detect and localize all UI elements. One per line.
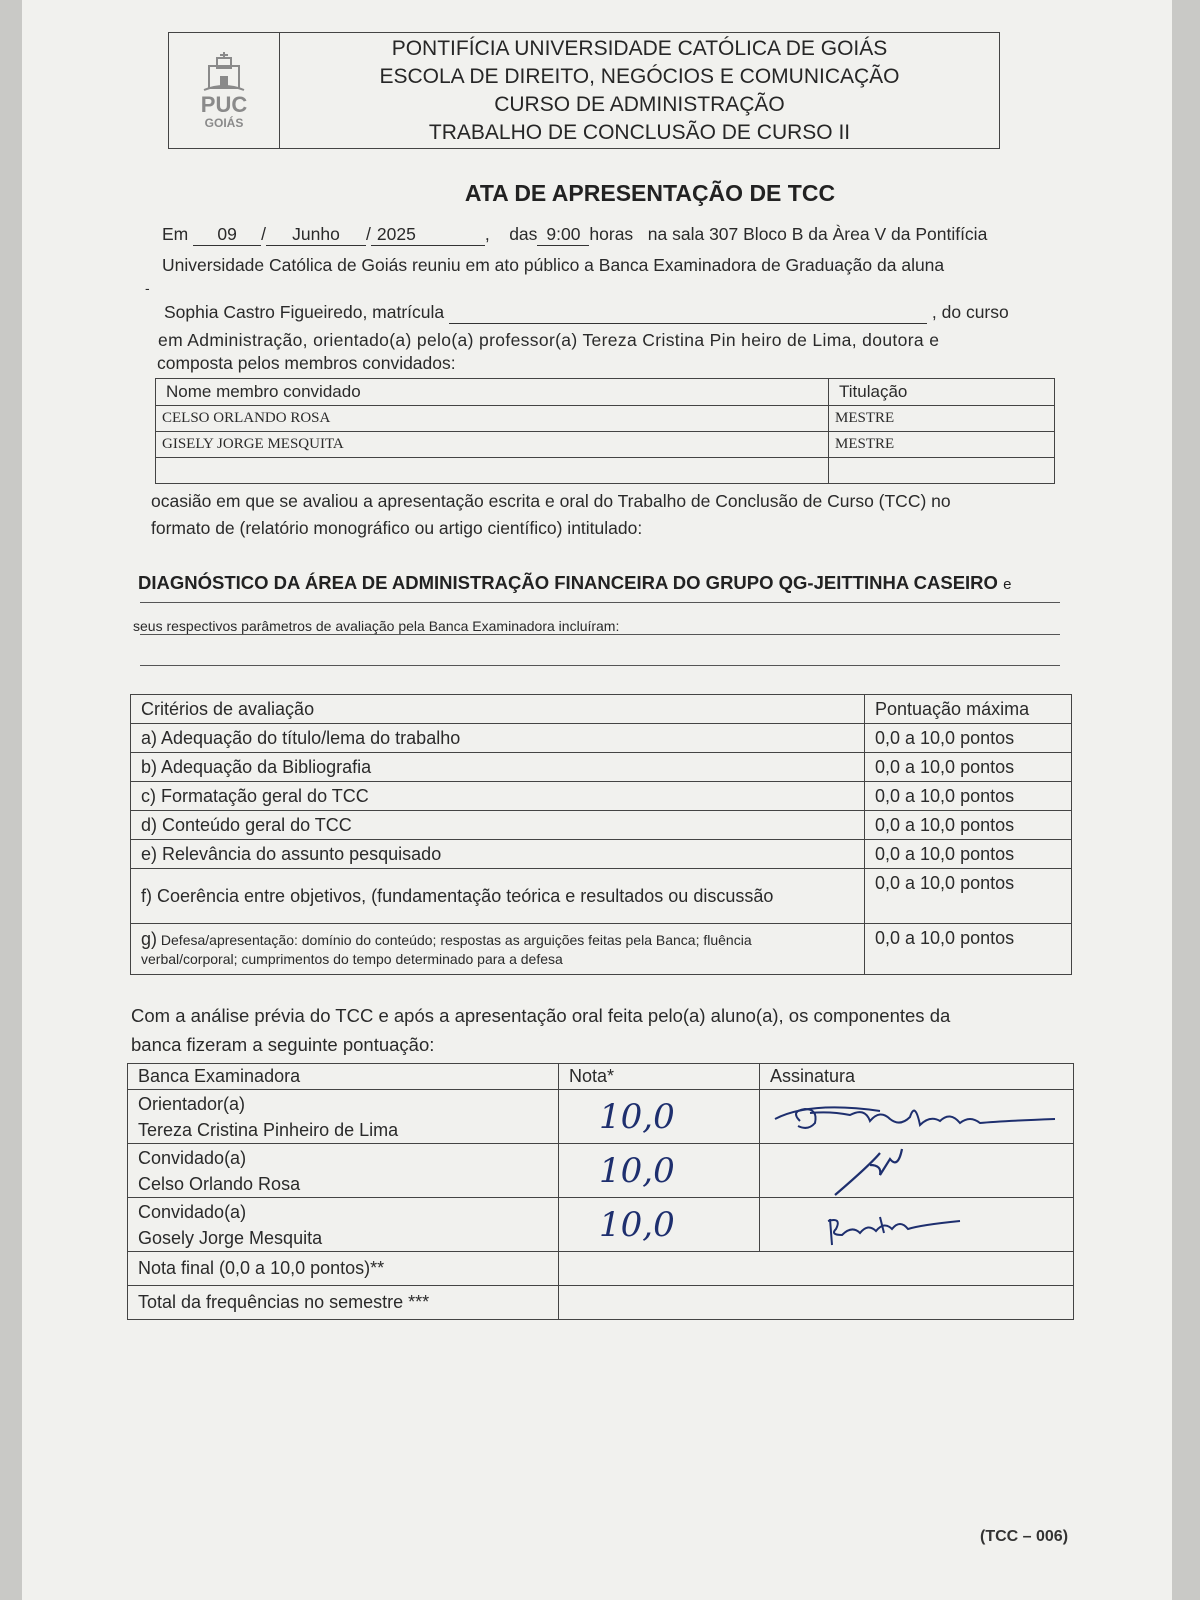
criterion-range: 0,0 a 10,0 pontos xyxy=(865,753,1072,782)
day-field: 09 xyxy=(193,224,261,246)
examiner-cell xyxy=(128,1198,559,1252)
examiner-name: Tereza Cristina Pinheiro de Lima xyxy=(138,1119,399,1140)
table-row xyxy=(156,406,1055,432)
col-header-max: Pontuação máxima xyxy=(865,695,1072,724)
criterion-range: 0,0 a 10,0 pontos xyxy=(865,840,1072,869)
criterion-label: d) Conteúdo geral do TCC xyxy=(131,811,865,840)
member-title: MESTRE xyxy=(829,406,1055,432)
criterion-label: a) Adequação do título/lema do trabalho xyxy=(131,724,865,753)
intro-rest: na sala 307 Bloco B da Àrea V da Pontifícia xyxy=(647,224,988,244)
intro-das: das xyxy=(509,224,538,244)
tcc-title-suffix: e xyxy=(1003,576,1012,593)
table-row xyxy=(128,1144,1074,1198)
tcc-title-text: DIAGNÓSTICO DA ÁREA DE ADMINISTRAÇÃO FINANCEIRA DO GRUPO QG-JEITTINHA CASEIRO xyxy=(138,572,998,593)
final-grade-label: Nota final (0,0 a 10,0 pontos)** xyxy=(128,1252,559,1286)
intro-horas: horas xyxy=(589,224,634,244)
grade-value: 10,0 xyxy=(559,1144,760,1198)
member-name: CELSO ORLANDO ROSA xyxy=(156,406,829,432)
month-field: Junho xyxy=(266,224,366,246)
scores-table xyxy=(127,1063,1074,1320)
table-row xyxy=(156,432,1055,458)
table-row xyxy=(128,1252,1074,1286)
intro-line-1: Em 09 / Junho / 2025 , das 9:00 horas na sala 307 Bloco B da Àrea V da Pontifícia xyxy=(162,224,988,244)
header-text xyxy=(280,33,999,148)
criterion-label: e) Relevância do assunto pesquisado xyxy=(131,840,865,869)
header-box xyxy=(168,32,1000,149)
members-table xyxy=(155,378,1055,484)
table-row xyxy=(131,753,1072,782)
examiner-name: Celso Orlando Rosa xyxy=(138,1173,301,1194)
header-line-school: ESCOLA DE DIREITO, NEGÓCIOS E COMUNICAÇÃO xyxy=(379,64,900,88)
logo-text: PUC xyxy=(200,91,248,117)
signature-icon xyxy=(770,1091,1060,1143)
crest-icon xyxy=(199,52,249,94)
table-row xyxy=(131,869,1072,924)
form-code: (TCC – 006) xyxy=(980,1528,1069,1545)
intro-line-2: Universidade Católica de Goiás reuniu em ato público a Banca Examinadora de Graduação da aluna xyxy=(162,255,945,275)
member-name xyxy=(156,458,829,484)
criterion-label: b) Adequação da Bibliografia xyxy=(131,753,865,782)
examiner-role: Convidado(a) xyxy=(138,1147,247,1168)
criterion-g-prefix: g) xyxy=(141,928,158,949)
frequency-value xyxy=(559,1286,1074,1320)
criterion-label: f) Coerência entre objetivos, (fundamentação teórica e resultados ou discussão xyxy=(131,869,865,924)
hour-field: 9:00 xyxy=(537,224,589,246)
intro-line-3 xyxy=(164,302,1009,324)
header-line-university: PONTIFÍCIA UNIVERSIDADE CATÓLICA DE GOIÁS xyxy=(391,36,888,60)
table-row xyxy=(128,1090,1074,1144)
criterion-range: 0,0 a 10,0 pontos xyxy=(865,782,1072,811)
criterion-range: 0,0 a 10,0 pontos xyxy=(865,869,1072,924)
examiner-role: Convidado(a) xyxy=(138,1201,247,1222)
divider xyxy=(140,665,1060,666)
logo-subtext: GOIÁS xyxy=(204,115,244,130)
examiner-name: Gosely Jorge Mesquita xyxy=(138,1227,323,1248)
grade-value: 10,0 xyxy=(559,1090,760,1144)
table-row xyxy=(131,840,1072,869)
table-header-row xyxy=(131,695,1072,724)
col-header-banca: Banca Examinadora xyxy=(128,1064,559,1090)
table-row xyxy=(131,924,1072,975)
intro-do-curso: , do curso xyxy=(931,302,1009,322)
params-line: seus respectivos parâmetros de avaliação pela Banca Examinadora incluíram: xyxy=(133,618,620,634)
table-row xyxy=(156,458,1055,484)
divider xyxy=(140,634,1060,635)
criteria-table xyxy=(130,694,1072,975)
examiner-role: Orientador(a) xyxy=(138,1093,246,1114)
document-title: ATA DE APRESENTAÇÃO DE TCC xyxy=(464,180,836,206)
criterion-g-text: Defesa/apresentação: domínio do conteúdo; respostas as arguições feitas pela Banca; fluência verbal/corporal; cumprimentos do tempo determinado para a defesa xyxy=(141,931,752,967)
final-grade-value xyxy=(559,1252,1074,1286)
occasion-line-1: ocasião em que se avaliou a apresentação escrita e oral do Trabalho de Conclusão de Curso (TCC) no xyxy=(151,491,951,511)
member-name: GISELY JORGE MESQUITA xyxy=(156,432,829,458)
table-header-row xyxy=(156,379,1055,406)
margin-dash: - xyxy=(145,280,150,296)
table-header-row xyxy=(128,1064,1074,1090)
grade-value: 10,0 xyxy=(559,1198,760,1252)
signature-cell xyxy=(760,1090,1074,1144)
matricula-field xyxy=(449,302,927,324)
signature-cell xyxy=(760,1144,1074,1198)
intro-line-5: composta pelos membros convidados: xyxy=(157,353,456,373)
table-row xyxy=(131,811,1072,840)
intro-line-4: em Administração, orientado(a) pelo(a) professor(a) Tereza Cristina Pin heiro de Lima, doutora e xyxy=(158,330,940,350)
col-header-nota: Nota* xyxy=(559,1064,760,1090)
col-header-titulacao: Titulação xyxy=(829,379,1055,406)
col-header-criteria: Critérios de avaliação xyxy=(131,695,865,724)
criterion-range: 0,0 a 10,0 pontos xyxy=(865,924,1072,975)
university-logo xyxy=(169,33,280,148)
signature-icon xyxy=(770,1199,1060,1251)
criterion-label xyxy=(131,924,865,975)
table-row xyxy=(128,1198,1074,1252)
analysis-line-1: Com a análise prévia do TCC e após a apresentação oral feita pelo(a) aluno(a), os componentes da xyxy=(131,1005,951,1026)
divider xyxy=(140,602,1060,603)
signature-icon xyxy=(770,1145,1060,1197)
col-header-assinatura: Assinatura xyxy=(760,1064,1074,1090)
occasion-line-2: formato de (relatório monográfico ou artigo científico) intitulado: xyxy=(151,518,643,538)
table-row xyxy=(131,724,1072,753)
header-line-course: CURSO DE ADMINISTRAÇÃO xyxy=(494,92,785,116)
intro-em: Em xyxy=(162,224,189,244)
criterion-range: 0,0 a 10,0 pontos xyxy=(865,811,1072,840)
col-header-name: Nome membro convidado xyxy=(156,379,829,406)
criterion-label: c) Formatação geral do TCC xyxy=(131,782,865,811)
tcc-title xyxy=(138,572,1011,594)
student-name: Sophia Castro Figueiredo, matrícula xyxy=(164,302,445,322)
header-line-subject: TRABALHO DE CONCLUSÃO DE CURSO II xyxy=(428,120,851,144)
examiner-cell xyxy=(128,1144,559,1198)
analysis-line-2: banca fizeram a seguinte pontuação: xyxy=(131,1034,435,1055)
signature-cell xyxy=(760,1198,1074,1252)
criterion-range: 0,0 a 10,0 pontos xyxy=(865,724,1072,753)
year-field: 2025 xyxy=(371,224,485,246)
frequency-label: Total da frequências no semestre *** xyxy=(128,1286,559,1320)
member-title xyxy=(829,458,1055,484)
member-title: MESTRE xyxy=(829,432,1055,458)
table-row xyxy=(128,1286,1074,1320)
examiner-cell xyxy=(128,1090,559,1144)
table-row xyxy=(131,782,1072,811)
